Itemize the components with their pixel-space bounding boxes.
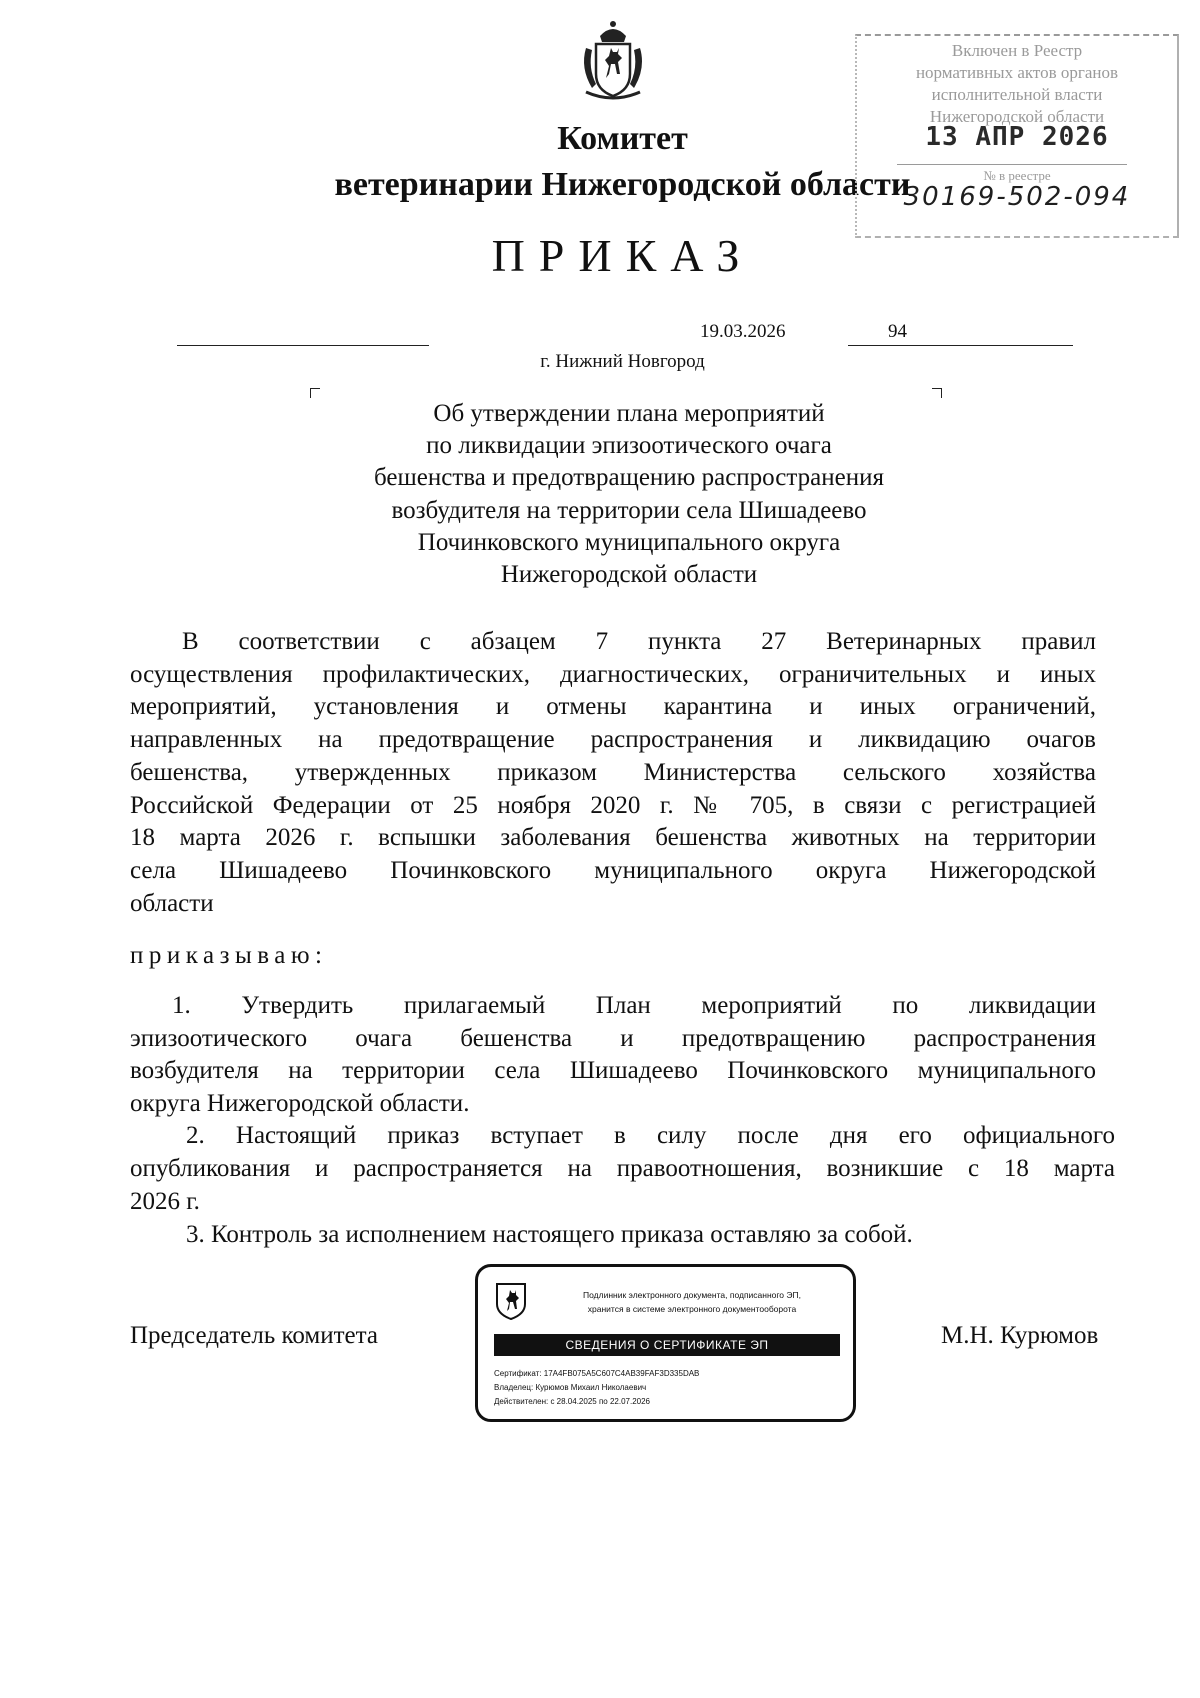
registry-divider [897,164,1127,165]
electronic-signature-stamp [475,1264,856,1422]
organization-name-line1: Комитет [557,120,688,157]
item-2-line: 2. Настоящий приказ вступает в силу после дня его официального [186,1122,1115,1149]
item-3-line: 3. Контроль за исполнением настоящего приказа оставляю за собой. [186,1221,913,1248]
registry-number: 30169-502-094 [903,182,1131,212]
signer-role: Председатель комитета [130,1322,378,1349]
preamble-line: Российской Федерации от 25 ноября 2020 г. № 705, в связи с регистрацией [130,792,1096,819]
esig-certificate-id: Сертификат: 17A4FB075A5C607C4AB39FAF3D335DAB [494,1369,700,1378]
item-1-line: округа Нижегородской области. [130,1090,470,1117]
order-city: г. Нижний Новгород [540,351,705,372]
registry-stamp-line: нормативных актов органов [915,63,1119,82]
preamble-line: села Шишадеево Починковского муниципального округа Нижегородской [130,857,1096,884]
organization-name-line2: ветеринарии Нижегородской области [334,166,911,203]
registry-stamp-line: Включен в Реестр [951,41,1083,60]
esig-original-note: Подлинник электронного документа, подписанного ЭП, [583,1290,801,1300]
registry-stamp-line: исполнительной власти [931,85,1103,104]
signer-name: М.Н. Курюмов [941,1322,1099,1349]
registry-stamp-line: Нижегородской области [929,107,1105,126]
subject-line: Об утверждении плана мероприятий [433,400,825,427]
preamble-line: направленных на предотвращение распространения и ликвидацию очагов [130,726,1096,753]
subject-line: бешенства и предотвращению распространения [374,464,884,492]
subject-line: Нижегородской области [500,561,758,589]
corner-bracket-left [310,388,320,398]
subject-line: возбудителя на территории села Шишадеево [391,496,867,524]
decree-word: приказываю: [130,942,328,969]
preamble-line: области [130,890,214,917]
document-title: ПРИКАЗ [491,230,754,281]
order-subject [0,398,1200,591]
esig-storage-note: хранится в системе электронного документооборота [587,1304,797,1314]
preamble-line: мероприятий, установления и отмены карантина и иных ограничений, [130,693,1096,720]
corner-bracket-right [932,388,942,398]
esig-certificate-header: СВЕДЕНИЯ О СЕРТИФИКАТЕ ЭП [494,1334,840,1356]
esig-validity: Действителен: с 28.04.2025 по 22.07.2026 [494,1397,650,1406]
item-2-line: 2026 г. [130,1188,200,1215]
date-underline [177,345,429,346]
registry-stamp [855,34,1179,238]
item-1-line: возбудителя на территории села Шишадеево Починковского муниципального [130,1057,1096,1084]
subject-line: по ликвидации эпизоотического очага [426,432,832,460]
item-2-line: опубликования и распространяется на правоотношения, возникшие с 18 марта [130,1155,1115,1182]
preamble-line: В соответствии с абзацем 7 пункта 27 Ветеринарных правил [182,628,1096,655]
item-1-line: 1. Утвердить прилагаемый План мероприятий по ликвидации [172,992,1096,1019]
number-underline [848,345,1073,346]
registry-number-label: № в реестре [983,168,1051,183]
preamble-line: осуществления профилактических, диагностических, ограничительных и иных [130,661,1096,688]
order-date: 19.03.2026 [700,321,786,342]
esig-owner: Владелец: Курюмов Михаил Николаевич [494,1383,647,1392]
registry-date: 13 АПР 2026 [925,122,1109,152]
coat-of-arms-icon [580,18,646,104]
item-1-line: эпизоотического очага бешенства и предотвращению распространения [130,1025,1096,1052]
preamble-line: бешенства, утвержденных приказом Министерства сельского хозяйства [130,759,1096,786]
order-number: 94 [888,321,907,342]
coat-of-arms-icon [494,1281,528,1321]
preamble-line: 18 марта 2026 г. вспышки заболевания бешенства животных на территории [130,824,1096,851]
subject-line: Починковского муниципального округа [417,528,841,556]
